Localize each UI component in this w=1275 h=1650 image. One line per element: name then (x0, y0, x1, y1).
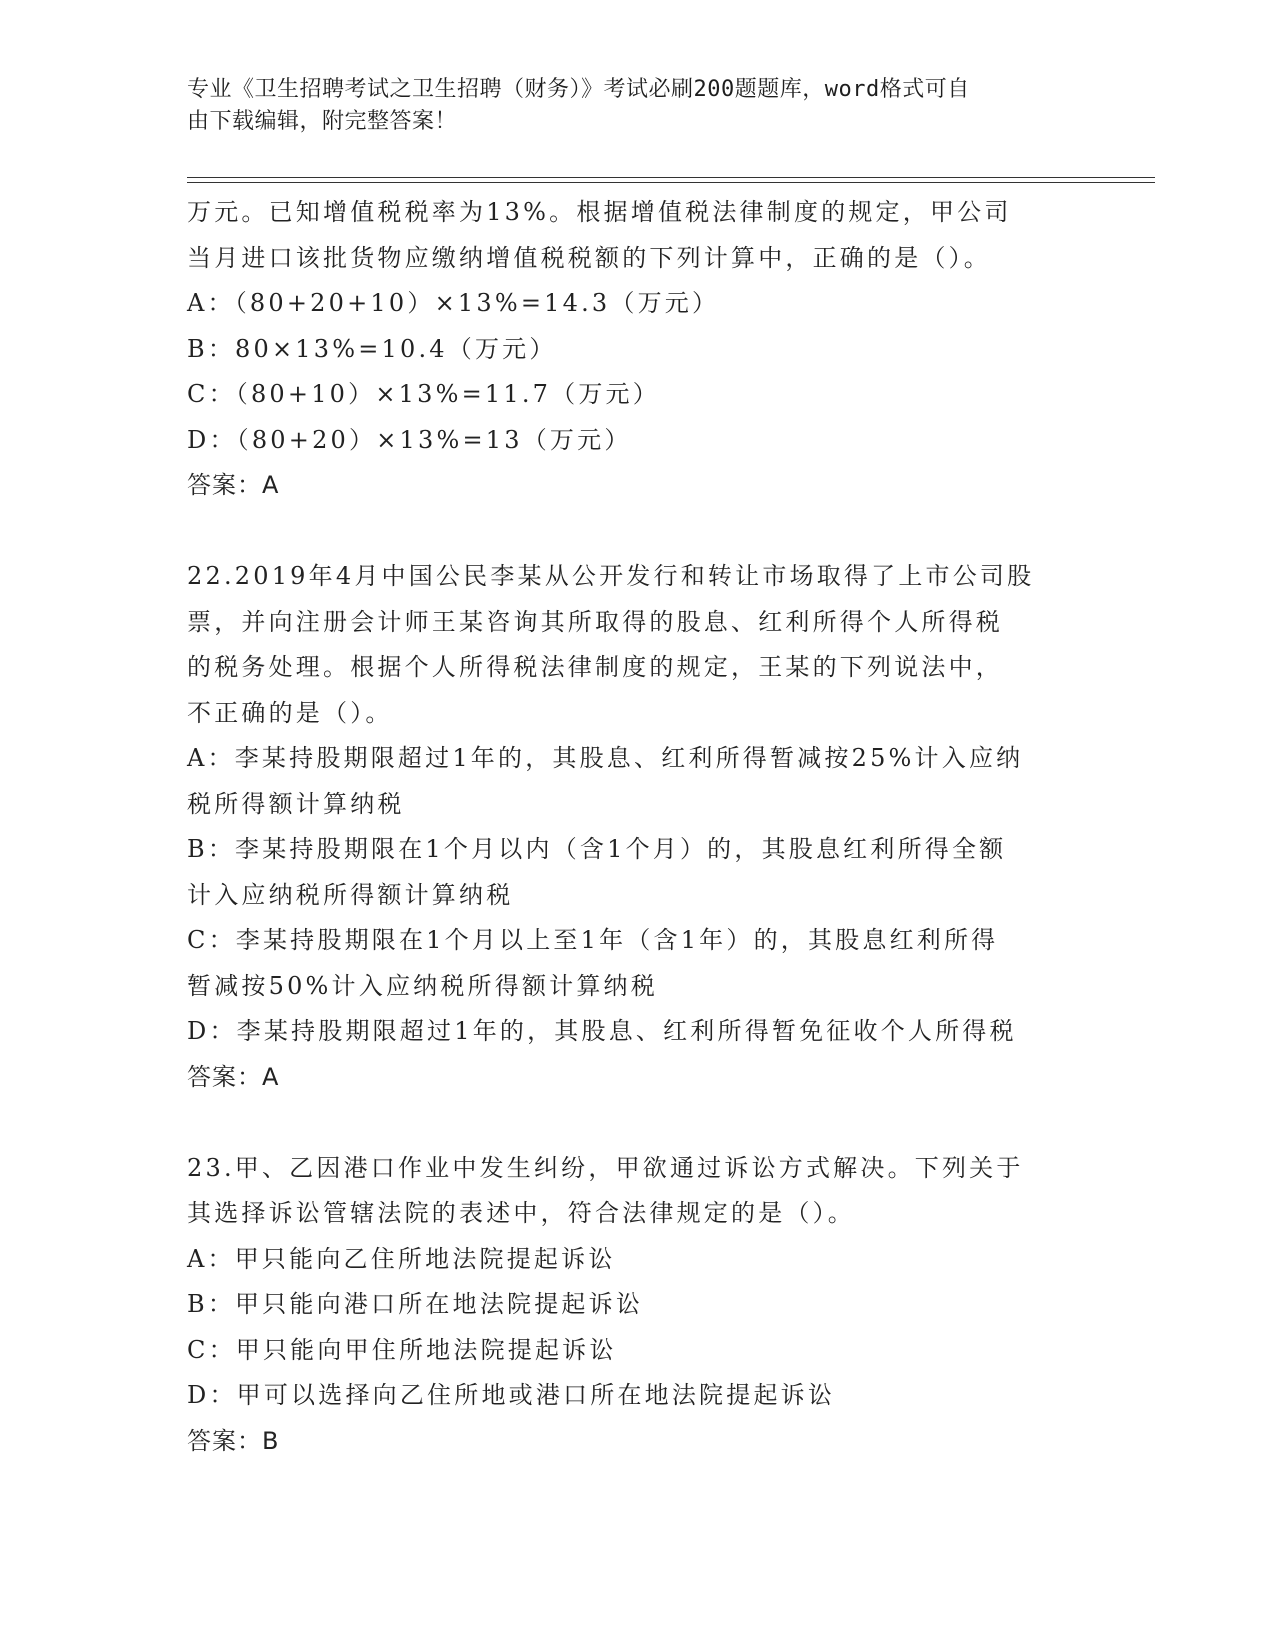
question-stem-line: 不正确的是（）。 (187, 698, 393, 727)
question-21 (187, 190, 1087, 509)
option-d: D：甲可以选择向乙住所地或港口所在地法院提起诉讼 (187, 1381, 836, 1409)
answer-line: 答案：B (187, 1426, 280, 1455)
question-stem-line: 当月进口该批货物应缴纳增值税税额的下列计算中，正确的是（）。 (187, 243, 991, 272)
option-b: B：80×13%=10.4（万元） (187, 334, 557, 363)
option-c: C：（80+10）×13%=11.7（万元） (187, 380, 660, 408)
question-stem-line: 万元。已知增值税税率为13%。根据增值税法律制度的规定，甲公司 (187, 198, 1012, 226)
header-line-1: 专业《卫生招聘考试之卫生招聘（财务）》考试必刷200题题库，word格式可自 (187, 77, 970, 102)
option-a-continued: 税所得额计算纳税 (187, 789, 405, 818)
header-line-2: 由下载编辑，附完整答案！ (187, 109, 458, 134)
option-c: C：李某持股期限在1个月以上至1年（含1年）的，其股息红利所得 (187, 926, 999, 954)
answer-line: 答案：A (187, 471, 280, 499)
option-b: B：李某持股期限在1个月以内（含1个月）的，其股息红利所得全额 (187, 835, 1007, 863)
header-divider (187, 177, 1155, 183)
question-23 (187, 1146, 1087, 1465)
option-b: B：甲只能向港口所在地法院提起诉讼 (187, 1290, 644, 1318)
document-body (187, 190, 1087, 1464)
option-b-continued: 计入应纳税所得额计算纳税 (187, 880, 514, 909)
option-a: A：甲只能向乙住所地法院提起诉讼 (187, 1244, 616, 1273)
spacer (187, 509, 1087, 555)
question-22 (187, 554, 1087, 1100)
question-stem-line: 其选择诉讼管辖法院的表述中，符合法律规定的是（）。 (187, 1199, 855, 1227)
option-d: D：李某持股期限超过1年的，其股息、红利所得暂免征收个人所得税 (187, 1017, 1017, 1045)
question-stem-line: 23.甲、乙因港口作业中发生纠纷，甲欲通过诉讼方式解决。下列关于 (187, 1153, 1024, 1182)
spacer (187, 1100, 1087, 1146)
option-c-continued: 暂减按50%计入应纳税所得额计算纳税 (187, 971, 658, 1000)
question-stem-line: 22.2019年4月中国公民李某从公开发行和转让市场取得了上市公司股 (187, 562, 1035, 590)
question-stem-line: 的税务处理。根据个人所得税法律制度的规定，王某的下列说法中， (187, 653, 1003, 681)
question-stem-line: 票，并向注册会计师王某咨询其所取得的股息、红利所得个人所得税 (187, 607, 1003, 636)
answer-line: 答案：A (187, 1062, 280, 1091)
option-a: A：（80+20+10）×13%=14.3（万元） (187, 289, 720, 317)
option-a: A：李某持股期限超过1年的，其股息、红利所得暂减按25%计入应纳 (187, 744, 1024, 772)
document-header (187, 74, 1087, 138)
option-d: D：（80+20）×13%=13（万元） (187, 425, 632, 454)
option-c: C：甲只能向甲住所地法院提起诉讼 (187, 1335, 617, 1364)
